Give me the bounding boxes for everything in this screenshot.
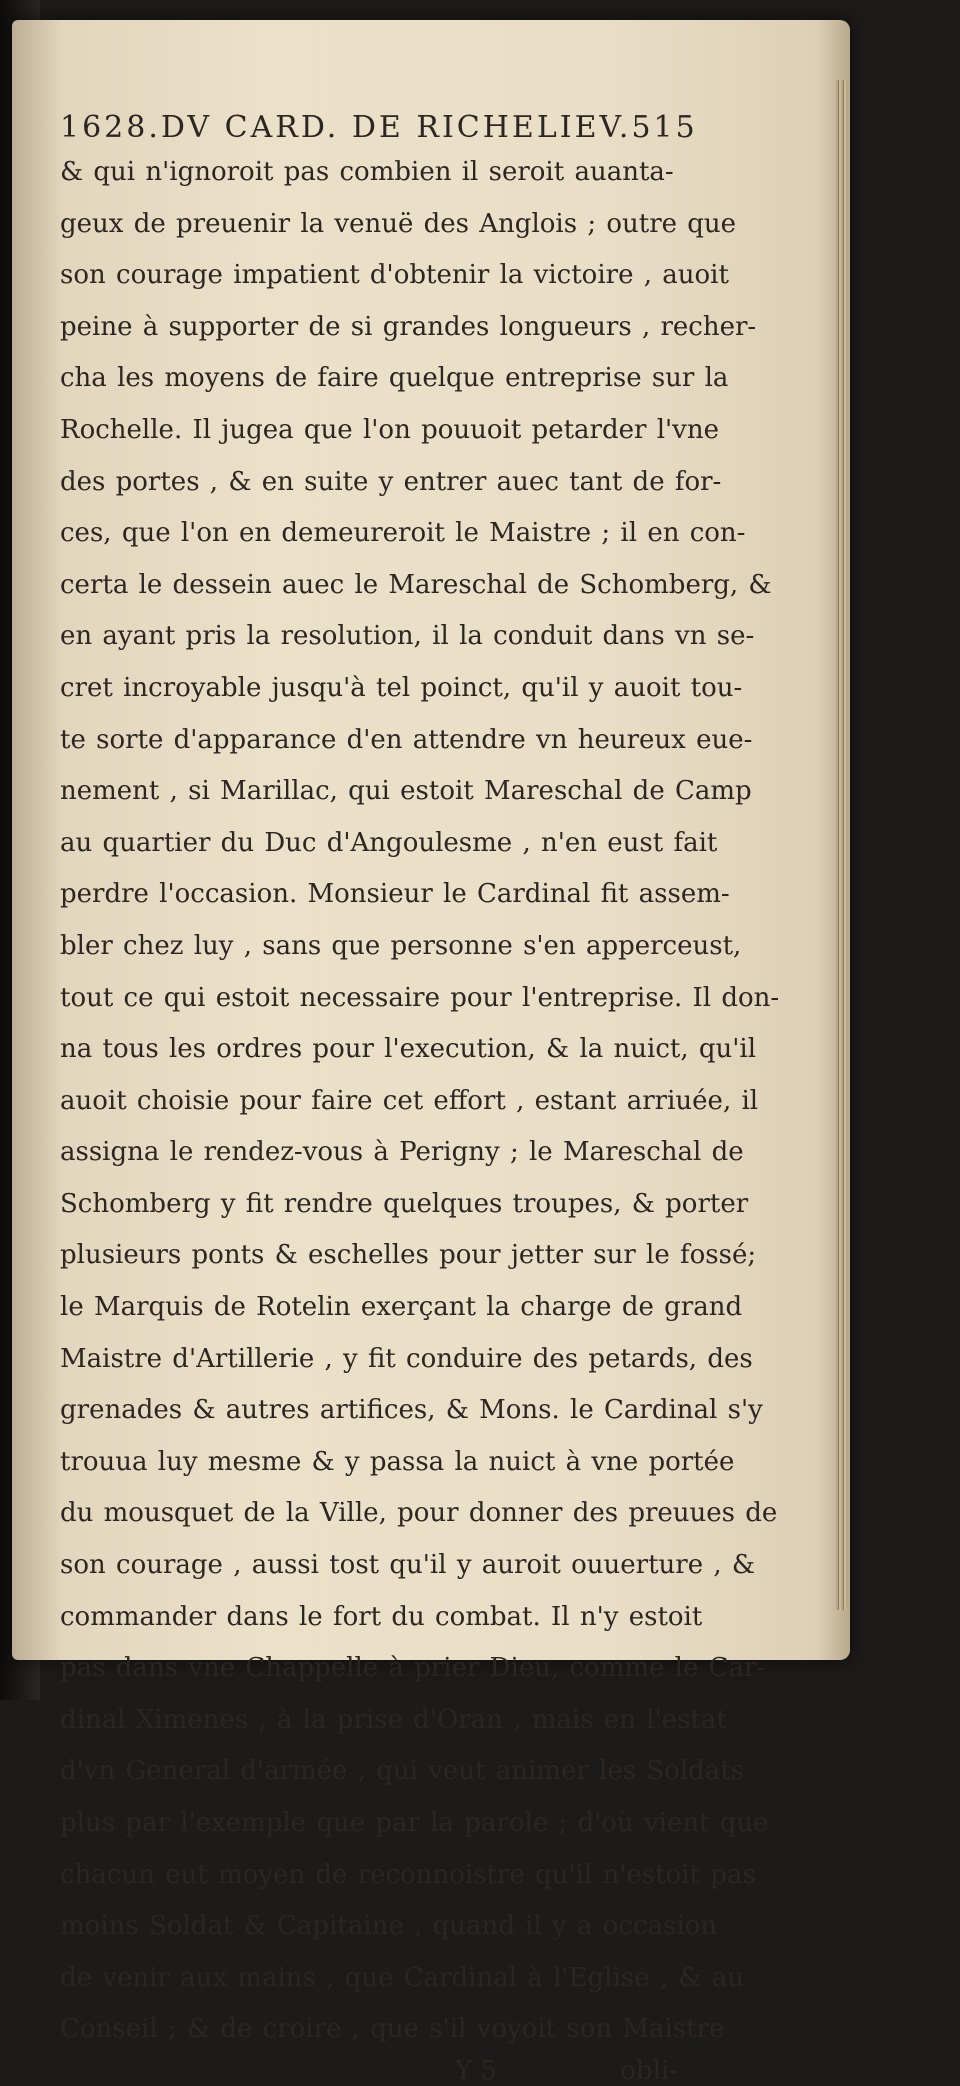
text-line: tout ce qui estoit necessaire pour l'entreprise. Il don-	[60, 982, 780, 1013]
text-line: dinal Ximenes , à la prise d'Oran , mais en l'estat	[60, 1704, 727, 1735]
page-footer	[60, 2056, 678, 2086]
text-line: trouua luy mesme & y passa la nuict à vne portée	[60, 1446, 735, 1477]
page-edge	[836, 80, 848, 1610]
text-line: auoit choisie pour faire cet effort , estant arriuée, il	[60, 1085, 759, 1116]
text-line: commander dans le fort du combat. Il n'y estoit	[60, 1601, 703, 1632]
text-line: chacun eut moyen de reconnoistre qu'il n'estoit pas	[60, 1859, 756, 1890]
text-line: son courage impatient d'obtenir la victoire , auoit	[60, 260, 729, 291]
header-running-title: DV CARD. DE RICHELIEV.	[160, 110, 632, 145]
text-line: moins Soldat & Capitaine , quand il y a occasion	[60, 1911, 718, 1942]
text-line: Maistre d'Artillerie , y fit conduire des petards, des	[60, 1343, 753, 1374]
text-line: plus par l'exemple que par la parole ; d'où vient que	[60, 1808, 769, 1838]
text-line: nement , si Marillac, qui estoit Mareschal de Camp	[60, 776, 752, 807]
body-text	[60, 147, 780, 2056]
text-line: cret incroyable jusqu'à tel poinct, qu'il y auoit tou-	[60, 672, 743, 703]
text-line: plusieurs ponts & eschelles pour jetter sur le fossé;	[60, 1240, 757, 1271]
text-line: ces, que l'on en demeureroit le Maistre ; il en con-	[60, 518, 746, 549]
text-line: Schomberg y fit rendre quelques troupes, & porter	[60, 1188, 749, 1219]
text-line: Conseil ; & de croire , que s'il voyoit son Maistre	[60, 2014, 725, 2045]
text-line: peine à supporter de si grandes longueurs , recher-	[60, 311, 757, 342]
text-line: en ayant pris la resolution, il la conduit dans vn se-	[60, 621, 755, 652]
text-line: au quartier du Duc d'Angoulesme , n'en eust fait	[60, 827, 718, 858]
signature-mark: Y 5	[455, 2055, 497, 2086]
text-line: des portes , & en suite y entrer auec tant de for-	[60, 466, 722, 497]
page-text-block	[60, 110, 780, 2086]
catchword: obli-	[620, 2055, 678, 2086]
text-line: son courage , aussi tost qu'il y auroit ouuerture , &	[60, 1550, 756, 1581]
text-line: Rochelle. Il jugea que l'on pouuoit petarder l'vne	[60, 414, 719, 445]
text-line: de venir aux mains , que Cardinal à l'Eglise , & au	[60, 1962, 744, 1993]
running-header	[60, 110, 698, 145]
text-line: & qui n'ignoroit pas combien il seroit auanta-	[60, 157, 674, 187]
text-line: te sorte d'apparance d'en attendre vn heureux eue-	[60, 724, 753, 755]
text-line: certa le dessein auec le Mareschal de Schomberg, &	[60, 569, 772, 600]
text-line: geux de preuenir la venuë des Anglois ; outre que	[60, 208, 737, 239]
text-line: na tous les ordres pour l'execution, & la nuict, qu'il	[60, 1034, 757, 1065]
text-line: pas dans vne Chappelle à prier Dieu, comme le Car-	[60, 1653, 766, 1684]
text-line: assigna le rendez-vous à Perigny ; le Mareschal de	[60, 1137, 744, 1168]
text-line: bler chez luy , sans que personne s'en apperceust,	[60, 930, 742, 961]
header-page-number: 515	[631, 110, 698, 145]
text-line: du mousquet de la Ville, pour donner des preuues de	[60, 1498, 778, 1529]
text-line: perdre l'occasion. Monsieur le Cardinal fit assem-	[60, 879, 730, 910]
header-year: 1628.	[60, 110, 161, 145]
text-line: d'vn General d'armée , qui veut animer les Soldats	[60, 1756, 745, 1787]
text-line: grenades & autres artifices, & Mons. le Cardinal s'y	[60, 1395, 763, 1426]
text-line: cha les moyens de faire quelque entreprise sur la	[60, 363, 729, 394]
text-line: le Marquis de Rotelin exerçant la charge de grand	[60, 1292, 743, 1323]
